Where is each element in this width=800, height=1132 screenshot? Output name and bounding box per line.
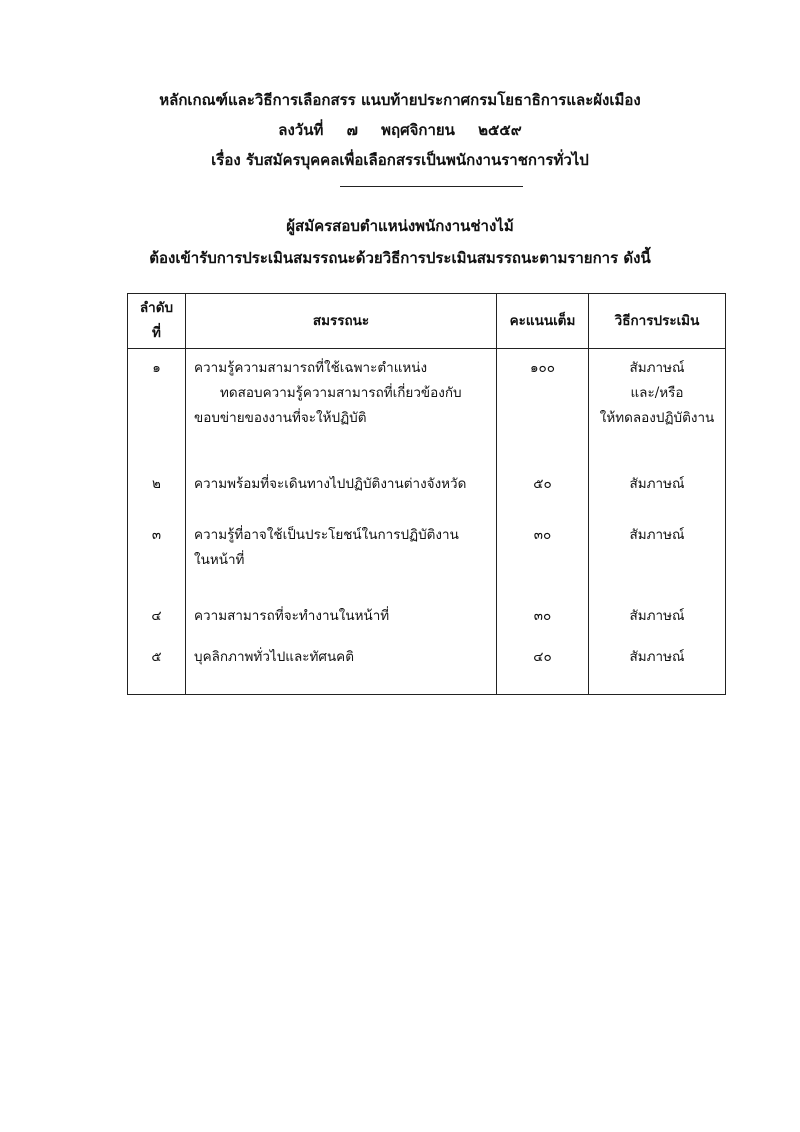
document-subject: เรื่อง รับสมัครบุคคลเพื่อเลือกสรรเป็นพนักงานราชการทั่วไป (211, 151, 589, 169)
row-score: ๓๐ (497, 511, 589, 596)
table-row (128, 349, 726, 461)
row-competency (186, 511, 497, 596)
table-row (128, 511, 726, 596)
method-line: ให้ทดลองปฏิบัติงาน (599, 410, 715, 426)
table-row (128, 596, 726, 639)
row-method (589, 349, 726, 461)
row-score: ๕๐ (497, 460, 589, 511)
competency-detail: ในหน้าที่ (194, 552, 245, 568)
row-method: สัมภาษณ์ (589, 460, 726, 511)
row-number: ๕ (128, 639, 186, 695)
table-header-row (128, 294, 726, 349)
header-method: วิธีการประเมิน (589, 294, 726, 349)
date-month: พฤศจิกายน (381, 121, 455, 139)
competency-detail: ทดสอบความรู้ความสามารถที่เกี่ยวข้องกับ (220, 385, 462, 401)
row-number: ๔ (128, 596, 186, 639)
row-score: ๓๐ (497, 596, 589, 639)
row-score: ๔๐ (497, 639, 589, 695)
row-competency (186, 596, 497, 639)
row-competency (186, 639, 497, 695)
method-line: และ/หรือ (630, 385, 684, 401)
competency-main: ความรู้ที่อาจใช้เป็นประโยชน์ในการปฏิบัติงาน (194, 527, 459, 543)
date-day: ๗ (346, 121, 358, 139)
table-row (128, 460, 726, 511)
header-no-line2: ที่ (152, 325, 161, 341)
row-competency (186, 349, 497, 461)
competency-table (127, 293, 726, 695)
row-number: ๒ (128, 460, 186, 511)
header-no (128, 294, 186, 349)
table-row (128, 639, 726, 695)
date-year: ๒๕๕๙ (478, 121, 522, 139)
method-line: สัมภาษณ์ (629, 360, 685, 376)
competency-detail-cont: ขอบข่ายของงานที่จะให้ปฏิบัติ (194, 410, 367, 426)
assessment-heading: ต้องเข้ารับการประเมินสมรรถนะด้วยวิธีการประเมินสมรรถนะตามรายการ ดังนี้ (149, 249, 651, 267)
document-title: หลักเกณฑ์และวิธีการเลือกสรร แนบท้ายประกาศกรมโยธาธิการและผังเมือง (159, 91, 641, 109)
row-number: ๓ (128, 511, 186, 596)
row-method: สัมภาษณ์ (589, 511, 726, 596)
document-date (0, 118, 800, 142)
header-competency: สมรรถนะ (186, 294, 497, 349)
competency-main: บุคลิกภาพทั่วไปและทัศนคติ (194, 649, 354, 665)
row-method: สัมภาษณ์ (589, 596, 726, 639)
row-score: ๑๐๐ (497, 349, 589, 461)
row-method: สัมภาษณ์ (589, 639, 726, 695)
row-competency (186, 460, 497, 511)
position-heading: ผู้สมัครสอบตำแหน่งพนักงานช่างไม้ (286, 217, 514, 235)
competency-main: ความสามารถที่จะทำงานในหน้าที่ (194, 608, 390, 624)
competency-main: ความรู้ความสามารถที่ใช้เฉพาะตำแหน่ง (194, 360, 428, 376)
header-divider (340, 186, 523, 187)
row-number: ๑ (128, 349, 186, 461)
header-no-line1: ลำดับ (139, 300, 174, 316)
header-full-score: คะแนนเต็ม (497, 294, 589, 349)
competency-main: ความพร้อมที่จะเดินทางไปปฏิบัติงานต่างจังหวัด (194, 476, 467, 492)
date-label: ลงวันที่ (278, 121, 324, 139)
